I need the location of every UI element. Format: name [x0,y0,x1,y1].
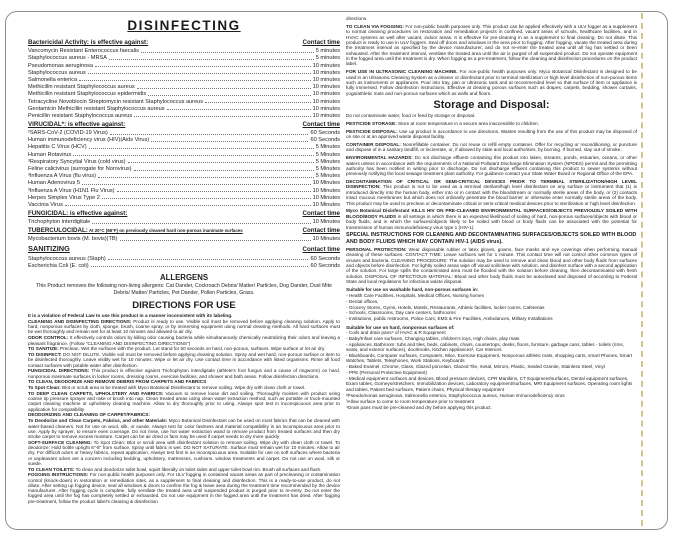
dotted-leader [79,80,310,81]
paragraph-lead: DECONTAMINATION OF CRITICAL OR SEMI-CRITICAL DEVICES PRIOR TO TERMINAL STERILIZATION/HIGH LEVEL DISINFECTION: [346,179,637,190]
organism-name: Human immunodeficiency virus (HIV)(Aids Virus) [28,137,150,144]
virucidal-table-header [28,121,340,128]
contact-time-label: Contact time [302,120,340,128]
direction-paragraph [28,368,340,379]
sanitizing-table-header [28,244,340,253]
organism-name: Methicillin resistant Staphylococcus aureus [28,84,135,91]
organism-name: Mycobacterium bovis (M. bovis)(TB) [28,236,118,243]
paragraph-lead: TO CLEAN, DEODORIZE AND REMOVE DEBRIS FROM CARPETS AND FABRICS [28,379,207,385]
organism-row [28,262,340,269]
contact-time-value: 10 minutes [312,98,340,105]
organism-row [28,47,340,54]
paragraph-text: It effectively controls odors by killing odor causing bacteria while simultaneously chemically neutralizing their odors and leaving a pleasant fragrance. (Follow "CLEANING AND DISINFECTING DIRECTIONS") [28,335,341,346]
storage-paragraph [346,129,637,140]
dotted-leader [73,155,314,156]
direction-paragraph [28,319,340,335]
contact-time-value: 10 Minutes [312,219,340,226]
dotted-leader [167,109,311,110]
dotted-leader [151,141,308,142]
contact-time-value: 10 Minutes [312,180,340,187]
paragraph-text: To Spot Clean: Blot or scrub area with disinfectant solution to remove soiling. Wipe dry with clean cloth or towel. To deodorize: Hold bottle upright 6"-8" from surface. Spray until fabric is wet. DO NOT SATURATE. Surface must remain wet for 10 minutes. Allow to air dry. For difficult odors or heavy fabrics, repeat application. Always test first in an inconspicuous area. Suitable for use on soft surfaces where bacteria or unpleasant odors are a concern including bedding, upholstery, mattresses, cushions, window treatments and carpet. Do not use on wool, silk or suede. [28,439,340,466]
dotted-leader [95,66,311,67]
bactericidal-table [28,39,340,119]
dotted-leader [98,177,314,178]
contact-time-label: Contact time [302,209,340,217]
contact-time-value: 60 Seconds [310,262,340,269]
direction-paragraph [28,440,340,466]
organism-name: Feline calicivirus (surrogate for Norovirus) [28,166,132,172]
suitable-in-list [346,293,637,322]
contact-time-value: 5 Minutes [315,158,340,165]
right-paragraph [346,69,637,96]
footnote: ³Allow surface to come to room temperature prior to treatment [346,398,475,404]
allergens-text: This Product removes the following non-living allergens: Cat Dander, Cockroach Debris/ Matter/ Particles, Dog Dander, Dust Mite Debris/ Matter/ Particles, Pet Dander, Pollen Particles, Grass. [36,283,332,296]
allergens-title: ALLERGENS [159,272,209,282]
paragraph-text: Preclean. Wet the surfaces with the product. Let stand for 60 seconds on hard, non-porous, surfaces. Wipe surface or let air dry. [58,346,326,352]
dotted-leader [89,148,314,149]
sanitizing-rows [28,254,340,268]
organism-name: Trichophyton interdigitale [28,219,91,226]
suitable-of-item: - PPE (Personal Protective Equipment) [346,370,428,376]
direction-paragraph [28,467,340,472]
dotted-leader [110,134,309,135]
table-heading: SANITIZING [28,244,70,254]
dotted-leader [108,259,309,260]
contact-time-value: 60 Seconds [310,255,340,262]
contact-time-value: 10 Minutes [312,201,340,208]
footnote: ²Pseudomonas aeruginosa, Salmonella enterica, Staphylococcus aureus, Human immunodeficiency virus [346,392,565,398]
suitable-of-item: - Medical equipment surfaces and devices, Blood pressure devices, CPR Manikins, CT Equipment/surfaces, Dental equipment surfaces, Exam tables, Gurneys/stretchers, Immobilization devices, Laboratory equipment/surfaces, MRI Equipment surfaces, Operating room lights and tables, Patient bed surfaces, Patient chairs, Physical therapy equipment [346,376,633,392]
dotted-leader [91,266,309,267]
organism-name: Human Rotavirus [28,151,72,158]
contact-time-label: Contact time [302,227,340,235]
contact-time-value: 5 Minutes [315,151,340,158]
organism-row [28,136,340,143]
paragraph-text: directions. [346,16,368,21]
paragraph-lead: SOFT-SURFACE CLEANING: [28,439,92,445]
paragraph-lead: FOGGING INSTRUCTIONS: [28,472,89,478]
paragraph-lead: FUNGICIDAL DIRECTIONS: [28,368,90,374]
fungicidal-rows [28,218,340,225]
storage-paragraph [346,142,637,153]
fold-dashed-line [641,13,643,526]
contact-time-value: 10 Minutes [312,187,340,194]
contact-time-label: Contact time [302,39,340,46]
contact-time-label: Contact time [302,246,340,254]
paragraph-lead: DEODORIZING AND CLEANING OF CARPET/FABRICS: [28,412,150,418]
organism-name: Pseudomonas aeruginosa [28,62,93,69]
organism-row [28,201,340,208]
suitable-in-item: - Grocery Stores, Gyms, Hotels, Motels, Restaurants, Athletic facilities, locker rooms, Cafeterias [346,304,545,310]
organism-row [28,186,340,193]
direction-paragraph [28,346,340,351]
virucidal-table [28,121,340,208]
paragraph-lead: FOR USE IN ULTRASONIC CLEANING MACHINE. [346,69,458,75]
organism-row [28,150,340,157]
paragraph-text: Myco Botanical Disinfectant can be used on most fabrics that can be cleaned with water-based cleaners. Not for use on wool, silk, or suede. Always test for color fastness and material compatibility in an inconspicuous area prior to use. Apply by sprayer, to ensure even coverage. Do not rinse, use hot water extraction wand to remove product from treated surfaces and then dry stroke carpet to remove excess moisture. Carpet can be air dried or fans may be used if carpet needs to dry more quickly [28,418,340,440]
table-heading: FUNGICIDAL: is effective against: [28,209,128,217]
dotted-leader [205,102,311,103]
suitable-of-heading: Suitable for use on hard, nonporous surfaces of: [346,324,455,330]
organism-row [28,54,340,61]
suitable-of-item: - Baked Enamel, Chrome, Glass, Glazed porcelain, Glazed Tile, metal, Mirrors, Plastic, Sealed Granite, Stainless Steel, Vinyl [346,364,605,370]
paragraph-lead: TO SANITIZE: [28,346,59,352]
direction-paragraph [28,379,340,384]
organism-name: Herpes Simplex Virus Type 2 [28,194,100,201]
paragraph-lead: TO CLEAN TOILETS: [28,466,75,472]
paragraph-text: Nonrefillable container. Do not reuse or refill empty container. Offer for recycling or reconditioning, or puncture and dispose of in a sanitary landfill, or incinerate, or, if allowed by state and local authorities, by burning. If burned, stay out of smoke. [346,141,637,153]
right-paragraph [346,16,637,21]
dotted-leader [134,170,314,171]
paragraph-lead: ODOR CONTROL: [28,335,69,341]
suitable-of-item: - Baby/Infant care surfaces, Changing tables, children's toys, High chairs, play mats [346,336,520,341]
organism-row [28,112,340,119]
paragraph-text: Vacuum to remove loose dirt and soiling. Thoroughly moisten with product using coarse tip pressure sprayer and rake or brush into nap. Clean treated areas using clean water extraction method, such as portable or truck-mounted carpet cleaning machine or upholstery cleaning machine. Allow to dry thoroughly prior to using. Always spot test in inconspicuous area prior to application for compatibility [28,390,340,412]
paragraph-lead: TO CLEAN VIA FOGGING: [346,23,405,29]
contact-time-value: 60 Seconds [310,130,340,137]
decontamination-paragraphs [346,179,637,230]
organism-name: ³Respiratory Syncytial Virus (cold virus) [28,158,126,165]
direction-paragraph [28,472,340,504]
contact-time-value: 5 Minutes [315,173,340,180]
organism-row [28,158,340,165]
organism-name: Hepatitis C Virus (HCV) [28,144,87,151]
suitable-in-item: - Institutions, public restrooms, Police Cars, EMS & Fire Facilities, Ambulances, Military Installations [346,316,553,322]
paragraph-text: Blot or scrub area to be treated with Myco Botanical Disinfectant to remove soiling. Wipe dry with clean cloth or towel. [60,385,306,391]
contact-time-value: 10 minutes [312,112,340,119]
paragraph-text: For non-public health purposes only. For ULV fogging in contained vacant areas as part of precleaning or contamination control (knock-down) in restoration or remediation sites, as a supplement to final cleaning and disinfection. This is a ready-to-use product, do not dilute. After setting up fogging device, seal all windows & doors to confine the fog & leave area during the treatment time recommended by the device manufacturer. After fogging cycle is complete, fully ventilate the treated area until suspended product is purged prior to re-entry. Do not enter the fogged area until the fog has completely settled or exhausted. Do not use equipment in the fogged area until the treatment has dried. After fogging pre-treatment, follow the product label's cleaning & disinfection [28,472,340,504]
suitable-of-item: - Appliances, Bathroom: tubs and tiles, beds, cabinets, chairs, countertops, desks, floors, furniture, garbage cans, tables - toilets (rims, seats, and exterior surfaces), doorknobs, Kitchen appliances³, Car Interiors [346,341,624,353]
bactericidal-table-header [28,39,340,46]
dotted-leader [88,73,311,74]
storage-paragraph [346,121,637,126]
contact-time-value: 10 minutes [312,62,340,69]
organism-name: ³Influenza A Virus (H1N1 Flu Virus) [28,187,115,194]
footnote: ⁴Drain pans must be pre-cleaned and dry before applying this product. [346,404,492,410]
tuberculocidal-heading: TUBERCULOCIDAL: [28,227,88,235]
tuberculocidal-table [28,227,340,242]
direction-paragraph [28,391,340,412]
organism-row [28,254,340,261]
organism-row [28,129,340,136]
tuberculocidal-note: At 20°C (68°F) on previously cleaned hard non-porous inanimate surfaces [87,228,243,234]
special-instructions-heading: SPECIAL INSTRUCTIONS FOR CLEANING AND DECONTAMINATING SURFACES/OBJECTS SOILED WITH BLOOD AND BODY FLUIDS WHICH MAY CONTAIN HIV-1 (AIDS virus). [346,232,637,245]
table-heading: VIRUCIDAL*: is effective against: [28,120,126,128]
footnotes [346,393,637,411]
bactericidal-rows [28,47,340,119]
right-intro-paragraphs [346,16,637,96]
dotted-leader [134,116,310,117]
paragraph-lead: TO DISINFECT: [28,352,62,358]
paragraph-lead: Myco Botanical Disinfectant KILLS HIV ON PRE-CLEANED ENVIRONMENTAL SURFACES/OBJECTS PREVIOUSLY SOILED WITH BLOOD/BODY FLUIDS [346,208,637,219]
paragraph-lead: ENVIRONMENTAL HAZARDS: [346,155,413,161]
paragraph-lead: PESTICIDE DISPOSAL: [346,128,398,134]
table-heading [28,227,243,234]
paragraph-text: For non-public health purposes only. This product can be applied effectively with a ULV fogger as a supplement to normal cleaning procedures on restoration and remediation projects in confined, vacant areas of schools, healthcare facilities, and in HVAC systems as well after vacant, indoor areas. It is effective for pre-cleaning in as a supplement to final cleaning. Do not dilute. This product is ready to use in ULV foggers. Seal off doors and windows in the area prior to fogging. After fogging, vacate the treated area during the treatment interval as specified by the device manufacturer, and do not re-enter the treated area until all fog has settled or been exhausted. After the treatment interval, ventilate the treated area until the air is purged of all suspended product. Do not operate equipment in the fogged area until the treatment is dry. When fogging as a pre-treatment, follow the cleaning and disinfection procedures on the product label. [346,23,637,67]
organism-name: Vaccinia Virus [28,201,63,208]
dotted-leader [128,162,314,163]
direction-paragraph [28,418,340,439]
dotted-leader [141,52,314,53]
contact-time-value: 10 minutes [312,84,340,91]
organism-row [28,69,340,76]
dotted-leader [102,198,311,199]
organism-name: Escherichia Coli (E. coli) [28,262,89,269]
direction-paragraph [28,313,340,318]
organism-name: Penicillin resistant Staphylococcus aureus [28,112,133,119]
storage-disposal-title: Storage and Disposal: [433,99,550,112]
paragraph-text: DO NOT DILUTE. Visible soil must be removed before applying cleaning solution. Spray and wet hard, non-porous surface or item to be disinfected thoroughly. Leave visibly wet for 10 minutes. Wipe or let air dry. Use contact time in accordance with listed organisms. Rinse all food contact surfaces with potable water after disinfection. [28,352,340,368]
organism-row [28,90,340,97]
dotted-leader [65,205,311,206]
dotted-leader [117,191,311,192]
directions-paragraphs [28,313,340,504]
organism-row [28,235,340,242]
contact-time-value: 10 Minutes [312,236,340,243]
organism-row [28,143,340,150]
right-column [346,16,637,411]
paragraph-lead: CLEANING AND DISINFECTING DIRECTIONS: [28,318,132,324]
dotted-leader [120,240,311,241]
paragraph-text: Wear disposable rubber or latex gloves, gowns, face masks and eye coverings when performing manual cleaning of these surfaces. CONTACT TIME: Leave surfaces wet for 1 minute. This contact time will not control other common types of viruses and bacteria. CLEANING PROCEDURE: The solution may be used to remove and clean blood and other body fluids from surfaces and objects before disinfection. For lightly soiled areas wipe off visual soil/clean with solution, and disinfect surface with a second application of the solution. For large spills the contaminated area must be flooded with the solution before cleaning, then decontaminated with fresh solution. DISPOSAL OF INFECTIOUS MATERIAL: Blood and other body fluids must be autoclaved and disposed of according to Federal State and local regulations for infectious waste disposal. [346,246,637,284]
right-paragraph [346,24,637,67]
dotted-leader [148,95,310,96]
paragraph-text: For non-public health purposes only. Myco Botanical Disinfectant is designed to be used in an Ultrasonic Cleaning System as a cleaner or disinfectant prior to terminal sterilization or high level disinfection of non-porous items such as instruments or appliances. Pour into tray, pan or ultrasonic tank and at recommended level so that surface of item or appliance is fully immersed. Follow disinfection instructions. Effective at cleaning porous surfaces such as drapes, carpets, bedding, shower curtains, yoga/athletic mats and non-porous surfaces which as walls and floors. [346,69,637,96]
suitable-of-item: - Blackboards, Computer surfaces, Computers, Mice, Exercise Equipment, Nonporous athletic mats, shopping carts, smart Phones, Smart Watches, Tablets, Telephones, Work Stations, Keyboards [346,353,633,364]
directions-title: DIRECTIONS FOR USE [132,300,236,312]
page-title: DISINFECTING [127,18,241,33]
organism-name: Tetracycline Novobiocin Streptomycin resistant Staphylococcus aureus [28,98,204,105]
organism-name: Gentamicin Methicillin resistant Staphylococcus aureus [28,105,165,112]
suitable-in-item: - Dental offices, [346,298,379,304]
organism-name: Staphylococcus aureus - MRSA [28,55,107,62]
organism-name: Human Adenovirus 5 [28,180,80,187]
paragraph-text: Store at room temperature in a secure area inaccessible to children. [396,120,539,126]
paragraph-lead: It is a violation of Federal Law to use this product in a manner inconsistent with its labeling. [28,313,233,319]
contact-time-value: 10 Minutes [312,194,340,201]
paragraph-lead: To Deodorize and Clean Carpets, Fabrics, and other Materials: [28,418,168,424]
paragraph-text: To clean and deodorize toilet bowl, squirt liberally on toilet sides and upper toilet bowl rim. Brush all surfaces and flush. [74,466,322,472]
contact-time-value: 5 minutes [315,48,340,55]
paragraph-lead: PERSONAL PROTECTION: [346,246,407,252]
sanitizing-table [28,244,340,268]
dotted-leader [109,59,314,60]
direction-paragraph [28,385,340,390]
storage-paragraph [346,113,637,118]
organism-row [28,194,340,201]
contact-time-value: 5 Minutes [315,166,340,172]
organism-name: Staphylococcus aureus [28,69,86,76]
paragraph-lead: PESTICIDE STORAGE: [346,120,397,126]
suitable-in-item: - Schools, Classrooms, Day care centers, bathrooms [346,310,456,316]
virucidal-rows [28,129,340,208]
paragraph-text: Product is ready to use. Visible soil must be removed before applying cleaning solution. Apply to hard, nonporous surfaces by cloth, sponge, brush, coarse spray, or by immersing equipment using normal cleaning methods. All hard surfaces must be wet thoroughly and remain wet for at least 10 minutes and allowed to air dry. [28,318,340,335]
paragraph-text: This product is effective against Trichophyton interdigitale (athlete's foot fungus and a cause of ringworm) on hard, nonporous inanimate surfaces in locker rooms, dressing rooms, exercise facilities, and shower and bath areas. Follow disinfection directions. [28,368,340,379]
organism-row [28,83,340,90]
contact-time-value: 10 minutes [312,76,340,83]
special-paragraph [346,247,637,285]
suitable-of-list [346,330,637,392]
contact-time-value: 5 Minutes [315,144,340,151]
dotted-leader [137,88,311,89]
organism-name: ³Influenza A Virus (flu virus) [28,173,96,180]
organism-row [28,76,340,83]
dotted-leader [82,184,311,185]
decontamination-paragraph [346,179,637,206]
organism-row [28,172,340,179]
organism-row [28,97,340,104]
organism-name: Methicillin resistant Staphylococcus epidermidis [28,91,147,98]
organism-row [28,165,340,172]
organism-row [28,179,340,186]
direction-paragraph [28,352,340,368]
paragraph-text: Do not discharge effluent containing this product into lakes, streams, ponds, estuaries, oceans, or other waters unless in accordance with the requirements of a National Pollutant Discharge Elimination System (NPDES) permit and the permitting authority has been notified in writing prior to discharge. Do not discharge effluent containing this product to sewer systems without previously notifying the local sewage treatment plant authority. For guidance contact your State Water Board or Regional Office of the EPA. [346,155,638,177]
suitable-in-heading: Suitable for use on washable hard, non-porous surfaces in: [346,287,479,293]
paragraph-lead: To Spot Clean: [28,385,61,391]
direction-paragraph [28,412,340,417]
contact-time-value: 5 minutes [315,55,340,62]
decontamination-paragraph [346,208,637,229]
organism-row [28,105,340,112]
storage-paragraphs [346,113,637,177]
paragraph-text: in all settings in which there is an expected likelihood of soiling of hard, non-porous surfaces/objects with blood or body fluids, and in which the surfaces/objects likely to be soiled with blood or body fluids can be associated with the potential for transmission of human immunodeficiency virus type 1 (HIV-1). [346,213,637,230]
tuberculocidal-rows [28,235,340,242]
organism-name: ²SARS-CoV-2 (COVID-19 Virus) [28,130,108,137]
storage-paragraph [346,155,637,176]
contact-time-value: 10 minutes [312,69,340,76]
left-column [28,18,340,504]
contact-time-value: 60 Seconds [310,137,340,144]
organism-row [28,61,340,68]
paragraph-lead: TO DEEP CLEAN CARPETS, UPHOLSTERY AND FABRICS: [28,390,164,396]
contact-time-value: 10 minutes [312,91,340,98]
dotted-leader [92,223,310,224]
organism-name: Vancomycin Resistant Enterococcus faecalis [28,48,139,55]
paragraph-text: This product is not to be used as a terminal sterilant/high level disinfectant on any surface or instrument that (1) is introduced directly into the human body, either into or in contact with the bloodstream or normally sterile areas of the body, or (2) contacts intact mucous membranes but which does not ordinarily penetrate the blood barrier or otherwise enter normally sterile areas of the body. This product may be used to preclean or decontaminate critical or semi-critical medical devices prior to sterilization or high level disinfection. [346,184,637,206]
tuberculocidal-table-header [28,227,340,234]
direction-paragraph [28,335,340,346]
suitable-in-item: - Health Care Facilities, Hospitals, Medical Offices, Nursing homes [346,292,484,298]
table-heading: Bactericidal Activity: is effective against: [28,39,149,46]
organism-row [28,218,340,225]
organism-name: Staphylococcus aureus (Staph) [28,255,106,262]
organism-name: Salmonella enterica [28,76,78,83]
contact-time-value: 10 minutes [312,105,340,112]
fungicidal-table-header [28,210,340,217]
paragraph-lead: CONTAINER DISPOSAL: [346,141,401,147]
fungicidal-table [28,210,340,225]
paragraph-text: Use up product in accordance to use directions. Wastes resulting from the use of this product may be disposed of on site or at an approved waste disposal facility. [346,128,637,140]
special-instructions-paragraphs [346,247,637,285]
suitable-of-item: - Coils and drain pans⁴ of HVAC & R Equipment [346,330,446,336]
paragraph-text: Do not contaminate water, food or feed by storage or disposal. [346,113,476,119]
